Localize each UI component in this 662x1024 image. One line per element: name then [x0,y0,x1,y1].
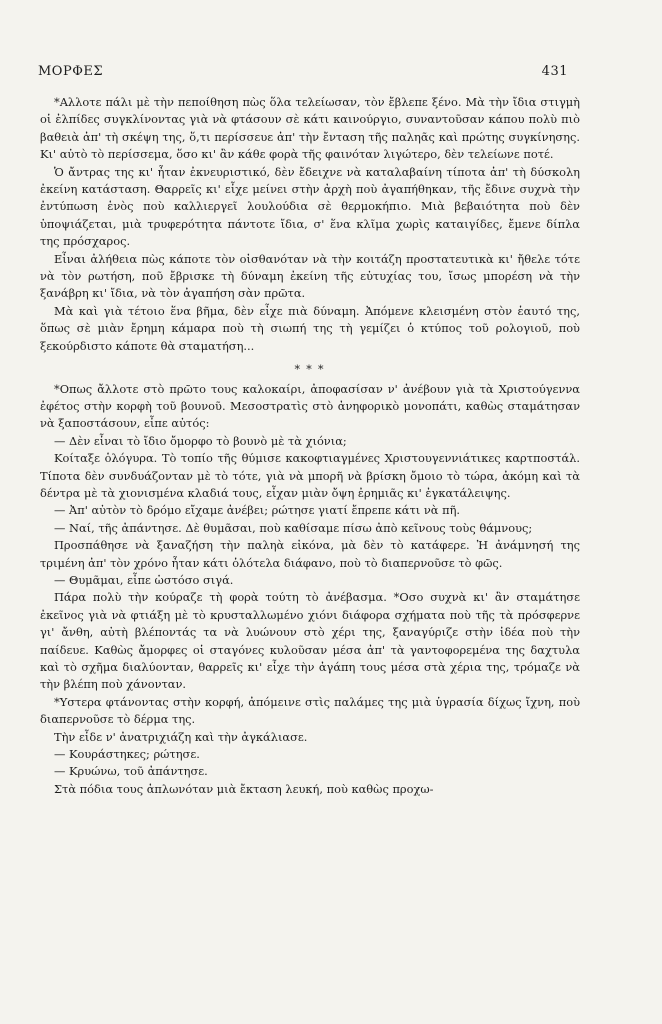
paragraph: Εἶναι ἀλήθεια πὼς κάποτε τὸν οἰσθανόταν νὰ τὴν κοιτάζη προστατευτικὰ κι' ἤθελε τότε νὰ τὸν ρωτήση, ποῦ ἔβρισκε τὴ δύναμη ἐκείνη τῆς εὐτυχίας του, ἴσως μπορέση νὰ τὴν ξανάβρη κι' ἴδια, νὰ τὸν ἀγαπήση σὰν πρῶτα. [40,251,580,301]
body-text [40,94,580,798]
paragraph: *Υστερα φτάνοντας στὴν κορφή, ἀπόμεινε στὶς παλάμες της μιὰ ὑγρασία δίχως ἴχνη, ποὺ διαπερνοῦσε τὸ δέρμα της. [40,694,580,727]
paragraph: Μὰ καὶ γιὰ τέτοιο ἕνα βῆμα, δὲν εἶχε πιὰ δύναμη. Ἀπόμενε κλεισμένη στὸν ἑαυτό της, ὅπως σὲ μιὰν ἔρημη κάμαρα ποὺ τὴ σιωπή της τὴ γεμίζει ὁ κτύπος τοῦ ρολογιοῦ, ποὺ ξεκούρδιστο κάποτε θὰ σταματήση... [40,303,580,353]
dialogue-line: — Ἀπ' αὐτὸν τὸ δρόμο εἴχαμε ἀνέβει; ρώτησε γιατί ἔπρεπε κάτι νὰ πῆ. [54,503,461,518]
paragraph: Πάρα πολὺ τὴν κούραζε τὴ φορὰ τούτη τὸ ἀνέβασμα. *Οσο συχνὰ κι' ἂν σταμάτησε ἐκεῖνος γιὰ νὰ φτιάξη μὲ τὸ κρυσταλλωμένο χιόνι διάφορα σχήματα ποὺ τῆς τὰ πρόσφερνε γι' ἄνθη, αὐτὴ βλέποντάς τα νὰ λυώνουν στὸ χέρι της, ξαναγύριζε στὴν ἰδέα ποὺ τὴν παίδευε. Καθὼς ἄμορφες οἱ σταγόνες κυλοῦσαν μέσα ἀπ' τὰ γαντοφορεμένα της δαχτυλα καὶ τὸ σχῆμα διαλύονταν, θαρρεῖς κι' εἶχε τὴν ἀγάπη τους μέσα στὰ χέρια της, τρόμαζε νὰ τὴν βλέπη ποὺ χάνονταν. [40,590,580,692]
dialogue-line: — Κουράστηκες; ρώτησε. [54,747,200,762]
section-separator: * * * [294,363,326,377]
paragraph: Στὰ πόδια τους ἁπλωνόταν μιὰ ἔκταση λευκή, ποὺ καθὼς προχω- [54,781,434,796]
running-head [38,64,568,79]
paragraph: *Οπως ἄλλοτε στὸ πρῶτο τους καλοκαίρι, ἀποφασίσαν ν' ἀνέβουν γιὰ τὰ Χριστούγεννα ἐφέτος στὴν κορφὴ τοῦ βουνοῦ. Μεσοστρατὶς στὸ ἀνηφορικὸ μονοπάτι, καθὼς σταμάτησαν νὰ ξαποστάσουν, εἶπε αὐτός: [40,381,580,431]
dialogue-line: — Κρυώνω, τοῦ ἀπάντησε. [54,764,208,779]
dialogue-line: — Θυμᾶμαι, εἶπε ὡστόσο σιγά. [54,572,234,587]
dialogue-line: — Δὲν εἶναι τὸ ἴδιο ὄμορφο τὸ βουνὸ μὲ τὰ χιόνια; [54,433,347,448]
paragraph: Ὁ ἄντρας της κι' ἦταν ἐκνευριστικό, δὲν ἔδειχνε νὰ καταλαβαίνη τίποτα ἀπ' τὴ δύσκολη ἐκείνη κατάσταση. Θαρρεῖς κι' εἶχε μείνει στὴν ἀρχὴ ποὺ ἀγαπήθηκαν, τῆς ἔδινε συχνὰ τὴν ἐντύπωση ἑνὸς ποὺ καλλιεργεῖ λουλούδια σὲ θερμοκήπιο. Μιὰ βεβαιότητα ποὺ δὲν ὑποψιάζεται, μιὰ τρυφερότητα πάντοτε ἴδια, σ' ἕνα κλῖμα χωρὶς καταιγίδες, ἔμενε δίπλα της πρόσχαρος. [40,164,580,249]
paragraph: Τὴν εἶδε ν' ἀνατριχιάζη καὶ τὴν ἀγκάλιασε. [54,729,308,744]
dialogue-line: — Ναί, τῆς ἀπάντησε. Δὲ θυμᾶσαι, ποὺ καθίσαμε πίσω ἀπὸ κεῖνους τοὺς θάμνους; [54,520,533,535]
paragraph: Προσπάθησε νὰ ξαναζήση τὴν παληὰ εἰκόνα, μὰ δὲν τὸ κατάφερε. Ἡ ἀνάμνησή της τριμένη ἀπ' τὸν χρόνο ἦταν κάτι ὁλότελα διάφανο, ποὺ τὸ διαπερνοῦσε τὸ φῶς. [40,538,580,570]
paragraph: *Αλλοτε πάλι μὲ τὴν πεποίθηση πὼς ὅλα τελείωσαν, τὸν ἔβλεπε ξένο. Μὰ τὴν ἴδια στιγμὴ οἱ ἐλπίδες συγκλίνοντας γιὰ νὰ φτάσουν σὲ κάτι καινούργιο, συναντοῦσαν κάπου πολὺ πιὸ βαθειὰ ἀπ' τὴ σκέψη της, ὅ,τι περίσσευε ἀπ' τὴν ἔνταση τῆς παληᾶς καὶ πρώτης συγκίνησης. Κι' αὐτὸ τὸ περίσσεμα, ὅσο κι' ἂν κάθε φορὰ τῆς φαινόταν λιγώτερο, δὲν τελείωνε ποτέ. [40,95,580,162]
paragraph: Κοίταξε ὁλόγυρα. Τὸ τοπίο τῆς θύμισε κακοφτιαγμένες Χριστουγεννιάτικες καρτποστάλ. Τίποτα δὲν συνδυάζονταν μὲ τὸ τότε, γιὰ νὰ μπορῆ νὰ βρίσκη ὄμοιο τὸ τώρα, ἀκόμη καὶ τὰ δέντρα μὲ τὰ χιονισμένα κλαδιά τους, εἶχαν μιὰν ὄψη ἐρημιᾶς κι' ἐγκατάλειψης. [40,451,580,500]
page-number: 431 [541,64,568,79]
journal-title: ΜΟΡΦΕΣ [38,64,104,79]
